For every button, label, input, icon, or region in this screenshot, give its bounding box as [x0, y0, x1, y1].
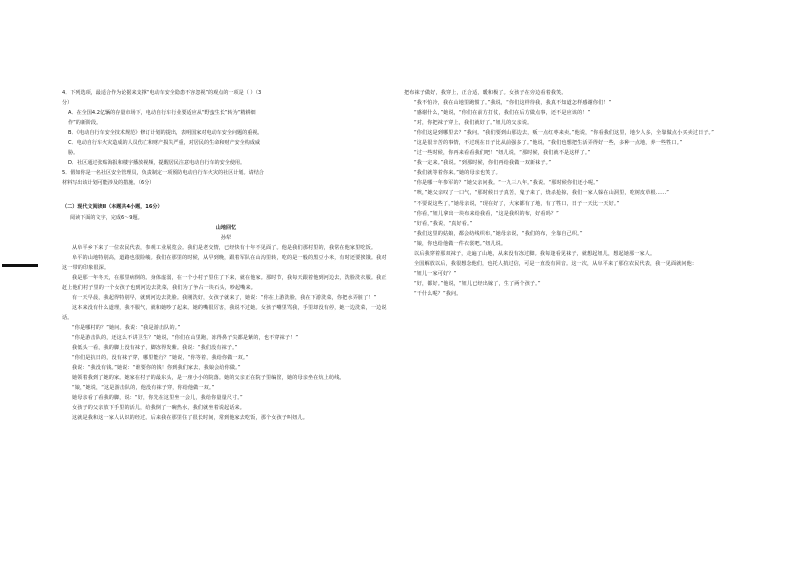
story-paragraph: “你是哪村的？”她问。我说：“我是游击队的。” — [72, 325, 181, 332]
story-paragraph: “我一定来。”我说。“到那时候，你们再给我做一双新袜子。” — [414, 160, 552, 167]
story-paragraph: “我们这里的姑娘，都会纺线织布，”她母亲说，“我们的布，全靠自己织。” — [414, 230, 583, 237]
story-paragraph: “娘，你也给他做一件衣裳吧。”妞儿说。 — [414, 240, 507, 247]
question-4-stem-line: 分） — [62, 100, 73, 107]
question-4 — [62, 88, 390, 188]
story-paragraph: 我是那一年冬天，在那里病倒的。身体虚弱，在一个小村子里住了下来，就在他家。那时节，我每天跟着他到河边去，洗脸洗衣服。我正赶上他们村子里的一个女孩子也到河边去洗菜，我们为了争占一块石头，吵起嘴来。 — [62, 274, 387, 291]
story-paragraph: 她领着我到了她的家。她家在村子的最东头，是一座小小的院落。她的父亲正在院子里编筐，她的母亲坐在炕上纺线。 — [72, 375, 345, 382]
story-paragraph: “妞儿一家可好？” — [414, 270, 457, 277]
question-4-option: 作”的新阶段。 — [68, 120, 102, 127]
section-title: （二）现代文阅读Ⅱ（本题共4小题，16分） — [62, 204, 163, 211]
story-paragraph: “我们就等着你来。”她的母亲也笑了。 — [414, 170, 501, 177]
story-paragraph: “好，都好。”他说，“妞儿已经出嫁了，生了两个孩子。” — [414, 280, 541, 287]
story-paragraph: 这就是我和这一家人认识的经过。后来我在那里住了很长时间，常到他家去吃饭，那个女孩子叫妞儿。 — [72, 415, 308, 422]
question-5-line: 5．假如你是一名社区安全管理员，负责制定一项预防电动自行车火灾的社区计划。请结合 — [62, 170, 264, 177]
section-instruction: 阅读下面的文字，完成6～9题。 — [70, 214, 143, 221]
story-paragraph: 我低头一看，我的脚上没有袜子，脚冻得发紫。我说：“我们没有袜子。” — [72, 345, 238, 352]
question-4-option: B．《电动自行车安全技术规范》修订计划的提出，表明国家对电动车安全问题的重视。 — [68, 130, 263, 137]
story-paragraph: 有一天早晨，我起得特别早，就到河边去洗脸。我刚洗好，女孩子就来了，她说：“你在上游洗脸，我在下游洗菜，你把水弄脏了！” — [72, 294, 377, 301]
story-paragraph: “干什么呢？”我问。 — [414, 290, 462, 297]
story-paragraph: 她母亲看了看我的脚，说：“好，你先在这里坐一会儿，我给你量量尺寸。” — [72, 395, 243, 402]
story-paragraph: “娘，”她说，“这是游击队的，他没有袜子穿，你给他做一双。” — [72, 385, 215, 392]
story-paragraph: 女孩子的父亲放下手里的活儿，给我倒了一碗热水，我们就坐着说起话来。 — [72, 405, 246, 412]
story-paragraph: “你们是抗日的，没有袜子穿，哪里能行？”她说，“你等着，我给你做一双。” — [72, 355, 249, 362]
question-4-option: C．电动自行车火灾造成的人员伤亡和财产损失严重，对居民的生命和财产安全构成威 — [68, 140, 261, 147]
right-column — [404, 88, 730, 299]
question-4-option: D．社区通过张贴海报和楼宇播放视频，提醒居民注意电动自行车的安全使用。 — [68, 160, 246, 167]
story-paragraph: “你看，”妞儿拿出一块布来给我看，“这是我织的布，好看吗？” — [414, 210, 559, 217]
story-paragraph: “感谢什么，”她说，“你们在前方打仗，我们在后方做点事，还不是应该的！” — [414, 110, 591, 117]
story-paragraph: “过一些时候，你再来看看我们吧！”妞儿说，“那时候，我们就不是这样了。” — [414, 150, 591, 157]
story-paragraph: “你们这是到哪里去？”我问。“我们要到山那边去，贩一点红枣来卖。”他说，“你看我们这里，地少人多，全靠做点小买卖过日子。” — [414, 130, 715, 137]
story-paragraph: “好看，”我说，“真好看。” — [414, 220, 473, 227]
story-paragraph: 阜平的山地特别高，道路也很险峻。我们在那里的时候，从早到晚，跟着军队在山沟里转，吃的是一般的黑豆小米，有时还要挨饿。我对这一带的印象很深。 — [62, 254, 387, 271]
story-title: 山地回忆 — [215, 224, 237, 231]
story-paragraph: 这本来没有什么道理，我不服气，就和她吵了起来。她的嘴很厉害，我说不过她。女孩子嘴里骂我，手里却没有停，她一边洗菜，一边说话。 — [62, 304, 387, 321]
question-5-line: 材料写出该计划可能涉及的措施。（6分） — [62, 180, 155, 187]
story-paragraph: 以后我穿着那双袜子，走遍了山地，从来没有冻过脚。我每逢看见袜子，就想起妞儿，想起她那一家人。 — [414, 250, 656, 257]
story-paragraph: “我不怕冷，我在山地里跑惯了。”我说，“你们这样待我，我真不知道怎样感谢你们！” — [414, 100, 612, 107]
story-paragraph: 全国解放以后，我很想念他们，也托人捎过信，可是一直没有回音。这一次，从阜平来了那位农民代表，我一见面就问他： — [414, 260, 698, 267]
story-paragraph: “咳，”她父亲叹了一口气，“那时候日子真苦，鬼子来了，烧杀抢掠，我们一家人躲在山洞里，吃树皮草根……” — [414, 190, 670, 197]
left-column — [62, 88, 390, 424]
story-paragraph: 从阜平乡下来了一位农民代表，参观工业展览会。我们是老交情，已经快有十年不见面了。他是我们那村里的，我常在他家里吃饭。 — [72, 244, 377, 251]
question-4-stem-line: 4．下列选项，最适合作为论据来支撑“电动车安全隐患不容忽视”的观点的一项是（ ）（3 — [62, 90, 262, 96]
story-paragraph: 我说：“我没有钱。”她说：“谁要你的钱！你到我们家去，我娘会给你做。” — [72, 365, 241, 372]
story-paragraph: “你是游击队的，还这么不讲卫生？”她说，“你们在山里跑，冻得鼻子尖都是紫的，也不穿袜子！” — [72, 335, 299, 342]
story-paragraph: 把布袜子做好，我穿上，正合适，暖和极了。女孩子在旁边看着我笑。 — [404, 90, 567, 96]
question-4-option: A．在全国4.2亿辆的存量市场下，电动自行车行业要适应从“野蛮生长”转为“精耕细 — [68, 110, 256, 117]
story-paragraph: “这是很辛苦的事情，不过现在日子比从前强多了。”他说，“我们也想把生活弄得好一些，多种一点地，养一些牲口。” — [414, 140, 683, 147]
story-paragraph: “不要说这些了，”她母亲说，“现在好了，大家都有了地，有了牲口，日子一天比一天好。” — [414, 200, 620, 207]
story-author: 孙犁 — [220, 234, 232, 241]
story-paragraph: “对，你把袜子穿上，我们就好了。”妞儿的父亲说。 — [414, 120, 533, 127]
binding-line-mark — [2, 264, 38, 267]
story-paragraph: “你是哪一年参军的？”她父亲问我。“一九三八年。”我说。“那时候你们还小呢。” — [414, 180, 599, 187]
question-4-option: 胁。 — [68, 150, 79, 157]
